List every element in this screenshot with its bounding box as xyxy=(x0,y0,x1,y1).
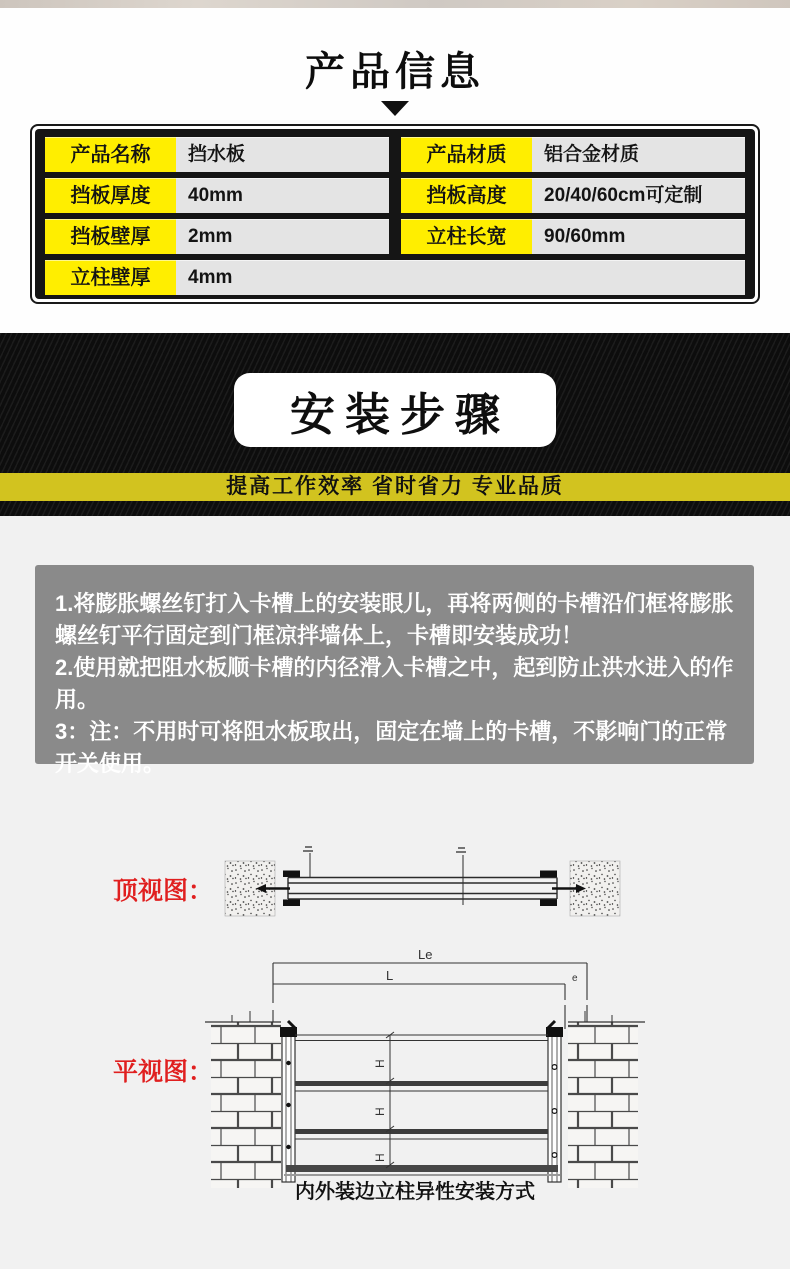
table-row xyxy=(401,219,745,254)
spec-value: 铝合金材质 xyxy=(532,137,745,172)
install-steps-banner xyxy=(0,333,790,516)
install-section xyxy=(0,516,790,1269)
instructions-box xyxy=(35,565,754,776)
top-view-drawing xyxy=(225,847,620,916)
spec-value: 40mm xyxy=(176,178,389,213)
spec-label: 产品材质 xyxy=(401,137,532,172)
spec-label: 立柱壁厚 xyxy=(45,260,176,295)
banner-title-pill: 安装步骤 xyxy=(234,373,556,447)
spec-label: 挡板高度 xyxy=(401,178,532,213)
table-row xyxy=(401,178,745,213)
section-title-product-info: 产品信息 xyxy=(305,50,485,94)
top-edge-strip xyxy=(0,0,790,8)
spec-value: 4mm xyxy=(176,260,745,295)
spec-value: 挡水板 xyxy=(176,137,389,172)
spec-label: 产品名称 xyxy=(45,137,176,172)
spec-label: 立柱长宽 xyxy=(401,219,532,254)
table-row xyxy=(45,137,389,172)
dim-label-edge: e xyxy=(572,973,578,984)
front-view-drawing xyxy=(205,963,645,1188)
spec-value: 90/60mm xyxy=(532,219,745,254)
spec-value: 20/40/60cm可定制 xyxy=(532,178,745,213)
spec-label: 挡板壁厚 xyxy=(45,219,176,254)
diagram-caption: 内外装边立柱异性安装方式 xyxy=(295,1181,535,1203)
banner-tagline-stripe: 提高工作效率 省时省力 专业品质 xyxy=(0,473,790,501)
product-info-section xyxy=(0,8,790,333)
instruction-step: 2.使用就把阻水板顺卡槽的内径滑入卡槽之中，起到防止洪水进入的作用。 xyxy=(55,655,734,712)
dim-label-inner-width: L xyxy=(386,968,394,983)
dim-label-board-height: H xyxy=(373,1153,387,1162)
spec-table xyxy=(30,124,760,304)
dim-label-board-height: H xyxy=(373,1059,387,1068)
spec-value: 2mm xyxy=(176,219,389,254)
top-view-label: 顶视图： xyxy=(113,877,214,905)
table-row xyxy=(45,178,389,213)
down-triangle-icon xyxy=(381,101,409,116)
instruction-step: 1.将膨胀螺丝钉打入卡槽上的安装眼儿，再将两侧的卡槽沿们框将膨胀螺丝钉平行固定到门框凉拌墙体上，卡槽即安装成功！ xyxy=(55,591,734,648)
table-row xyxy=(401,137,745,172)
table-row xyxy=(45,260,745,295)
spec-label: 挡板厚度 xyxy=(45,178,176,213)
dim-label-overall-width: Le xyxy=(418,947,433,962)
dim-label-board-height: H xyxy=(373,1107,387,1116)
spec-table-body xyxy=(35,129,755,299)
instruction-step: 3：注：不用时可将阻水板取出，固定在墙上的卡槽，不影响门的正常开关使用。 xyxy=(55,719,728,776)
table-row xyxy=(45,219,389,254)
front-view-label: 平视图： xyxy=(113,1058,214,1086)
